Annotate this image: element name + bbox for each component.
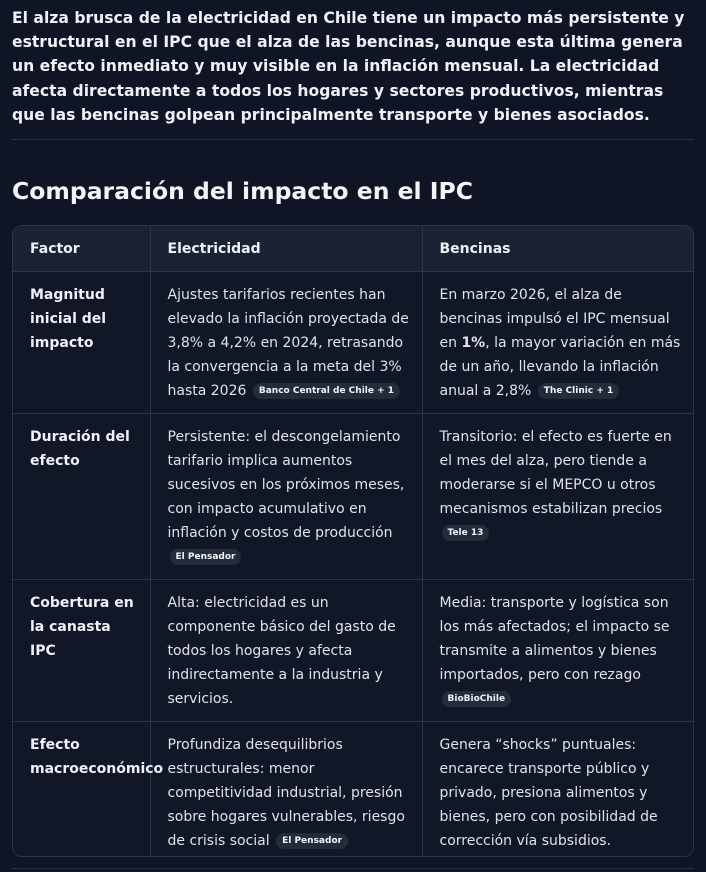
factor-cell (13, 272, 150, 414)
cell-text: Alta: electricidad es un componente básico del gasto de todos los hogares y afecta indirectamente a la industria y servicios. (167, 595, 396, 707)
highlight-value: 1% (461, 335, 486, 351)
source-badge[interactable]: El Pensador (170, 549, 242, 565)
header-bencinas: Bencinas (422, 226, 694, 272)
divider (12, 868, 694, 869)
factor-cell (13, 414, 150, 580)
cell-text: Transitorio: el efecto es fuerte en el mes del alza, pero tiende a moderarse si el MEPCO u otros mecanismos estabilizan precios (439, 429, 672, 517)
factor-cell (13, 722, 164, 858)
bencinas-cell (422, 580, 694, 722)
electricidad-cell (150, 722, 422, 858)
electricidad-cell (150, 580, 422, 722)
cell-text: Media: transporte y logística son los más afectados; el impacto se transmite a alimentos y bienes importados, pero con rezago (439, 595, 670, 683)
factor-label: Cobertura en la canasta IPC (30, 595, 134, 659)
factor-label: Magnitud inicial del impacto (30, 287, 107, 351)
source-badge[interactable]: The Clinic + 1 (538, 383, 619, 399)
factor-label: Efecto macroeconómico (30, 737, 164, 777)
cell-text: Profundiza desequilibrios estructurales: menor competitividad industrial, presión sobre hogares vulnerables, riesgo de crisis social (167, 737, 405, 849)
table-row (13, 580, 694, 722)
source-badge[interactable]: BioBioChile (442, 691, 512, 707)
source-badge[interactable]: El Pensador (276, 833, 348, 849)
bencinas-cell (422, 272, 694, 414)
factor-label: Duración del efecto (30, 429, 130, 469)
header-electricidad: Electricidad (150, 226, 422, 272)
cell-text: , la mayor variación en más de un año, llevando la inflación anual a 2,8% (439, 335, 681, 399)
source-badge[interactable]: Tele 13 (442, 525, 490, 541)
table-row (13, 272, 694, 414)
cell-text: Ajustes tarifarios recientes han elevado la inflación proyectada de 3,8% a 4,2% en 2024, retrasando la convergencia a la meta del 3% hasta 2026 (167, 287, 409, 399)
comparison-table (12, 225, 694, 857)
divider (12, 139, 694, 140)
table-row (13, 414, 694, 580)
cell-text: Persistente: el descongelamiento tarifario implica aumentos sucesivos en los próximos meses, con impacto acumulativo en inflación y costos de producción (167, 429, 405, 541)
factor-cell (13, 580, 150, 722)
header-factor: Factor (13, 226, 150, 272)
section-title: Comparación del impacto en el IPC (12, 177, 473, 205)
table-header-row (13, 226, 694, 272)
intro-paragraph: El alza brusca de la electricidad en Chile tiene un impacto más persistente y estructural en el IPC que el alza de las bencinas, aunque esta última genera un efecto inmediato y muy visible en la inflación mensual. La electricidad afecta directamente a todos los hogares y sectores productivos, mientras que las bencinas golpean principalmente transporte y bienes asociados. (12, 9, 685, 124)
cell-text: Genera “shocks” puntuales: encarece transporte público y privado, presiona alimentos y bienes, pero con posibilidad de corrección vía subsidios. (439, 737, 658, 849)
bencinas-cell (422, 722, 694, 858)
source-badge[interactable]: Banco Central de Chile + 1 (253, 383, 400, 399)
bencinas-cell (422, 414, 694, 580)
electricidad-cell (150, 414, 422, 580)
table-row (13, 722, 694, 858)
cell-text: En marzo 2026, el alza de bencinas impulsó el IPC mensual en (439, 287, 670, 351)
electricidad-cell (150, 272, 422, 414)
